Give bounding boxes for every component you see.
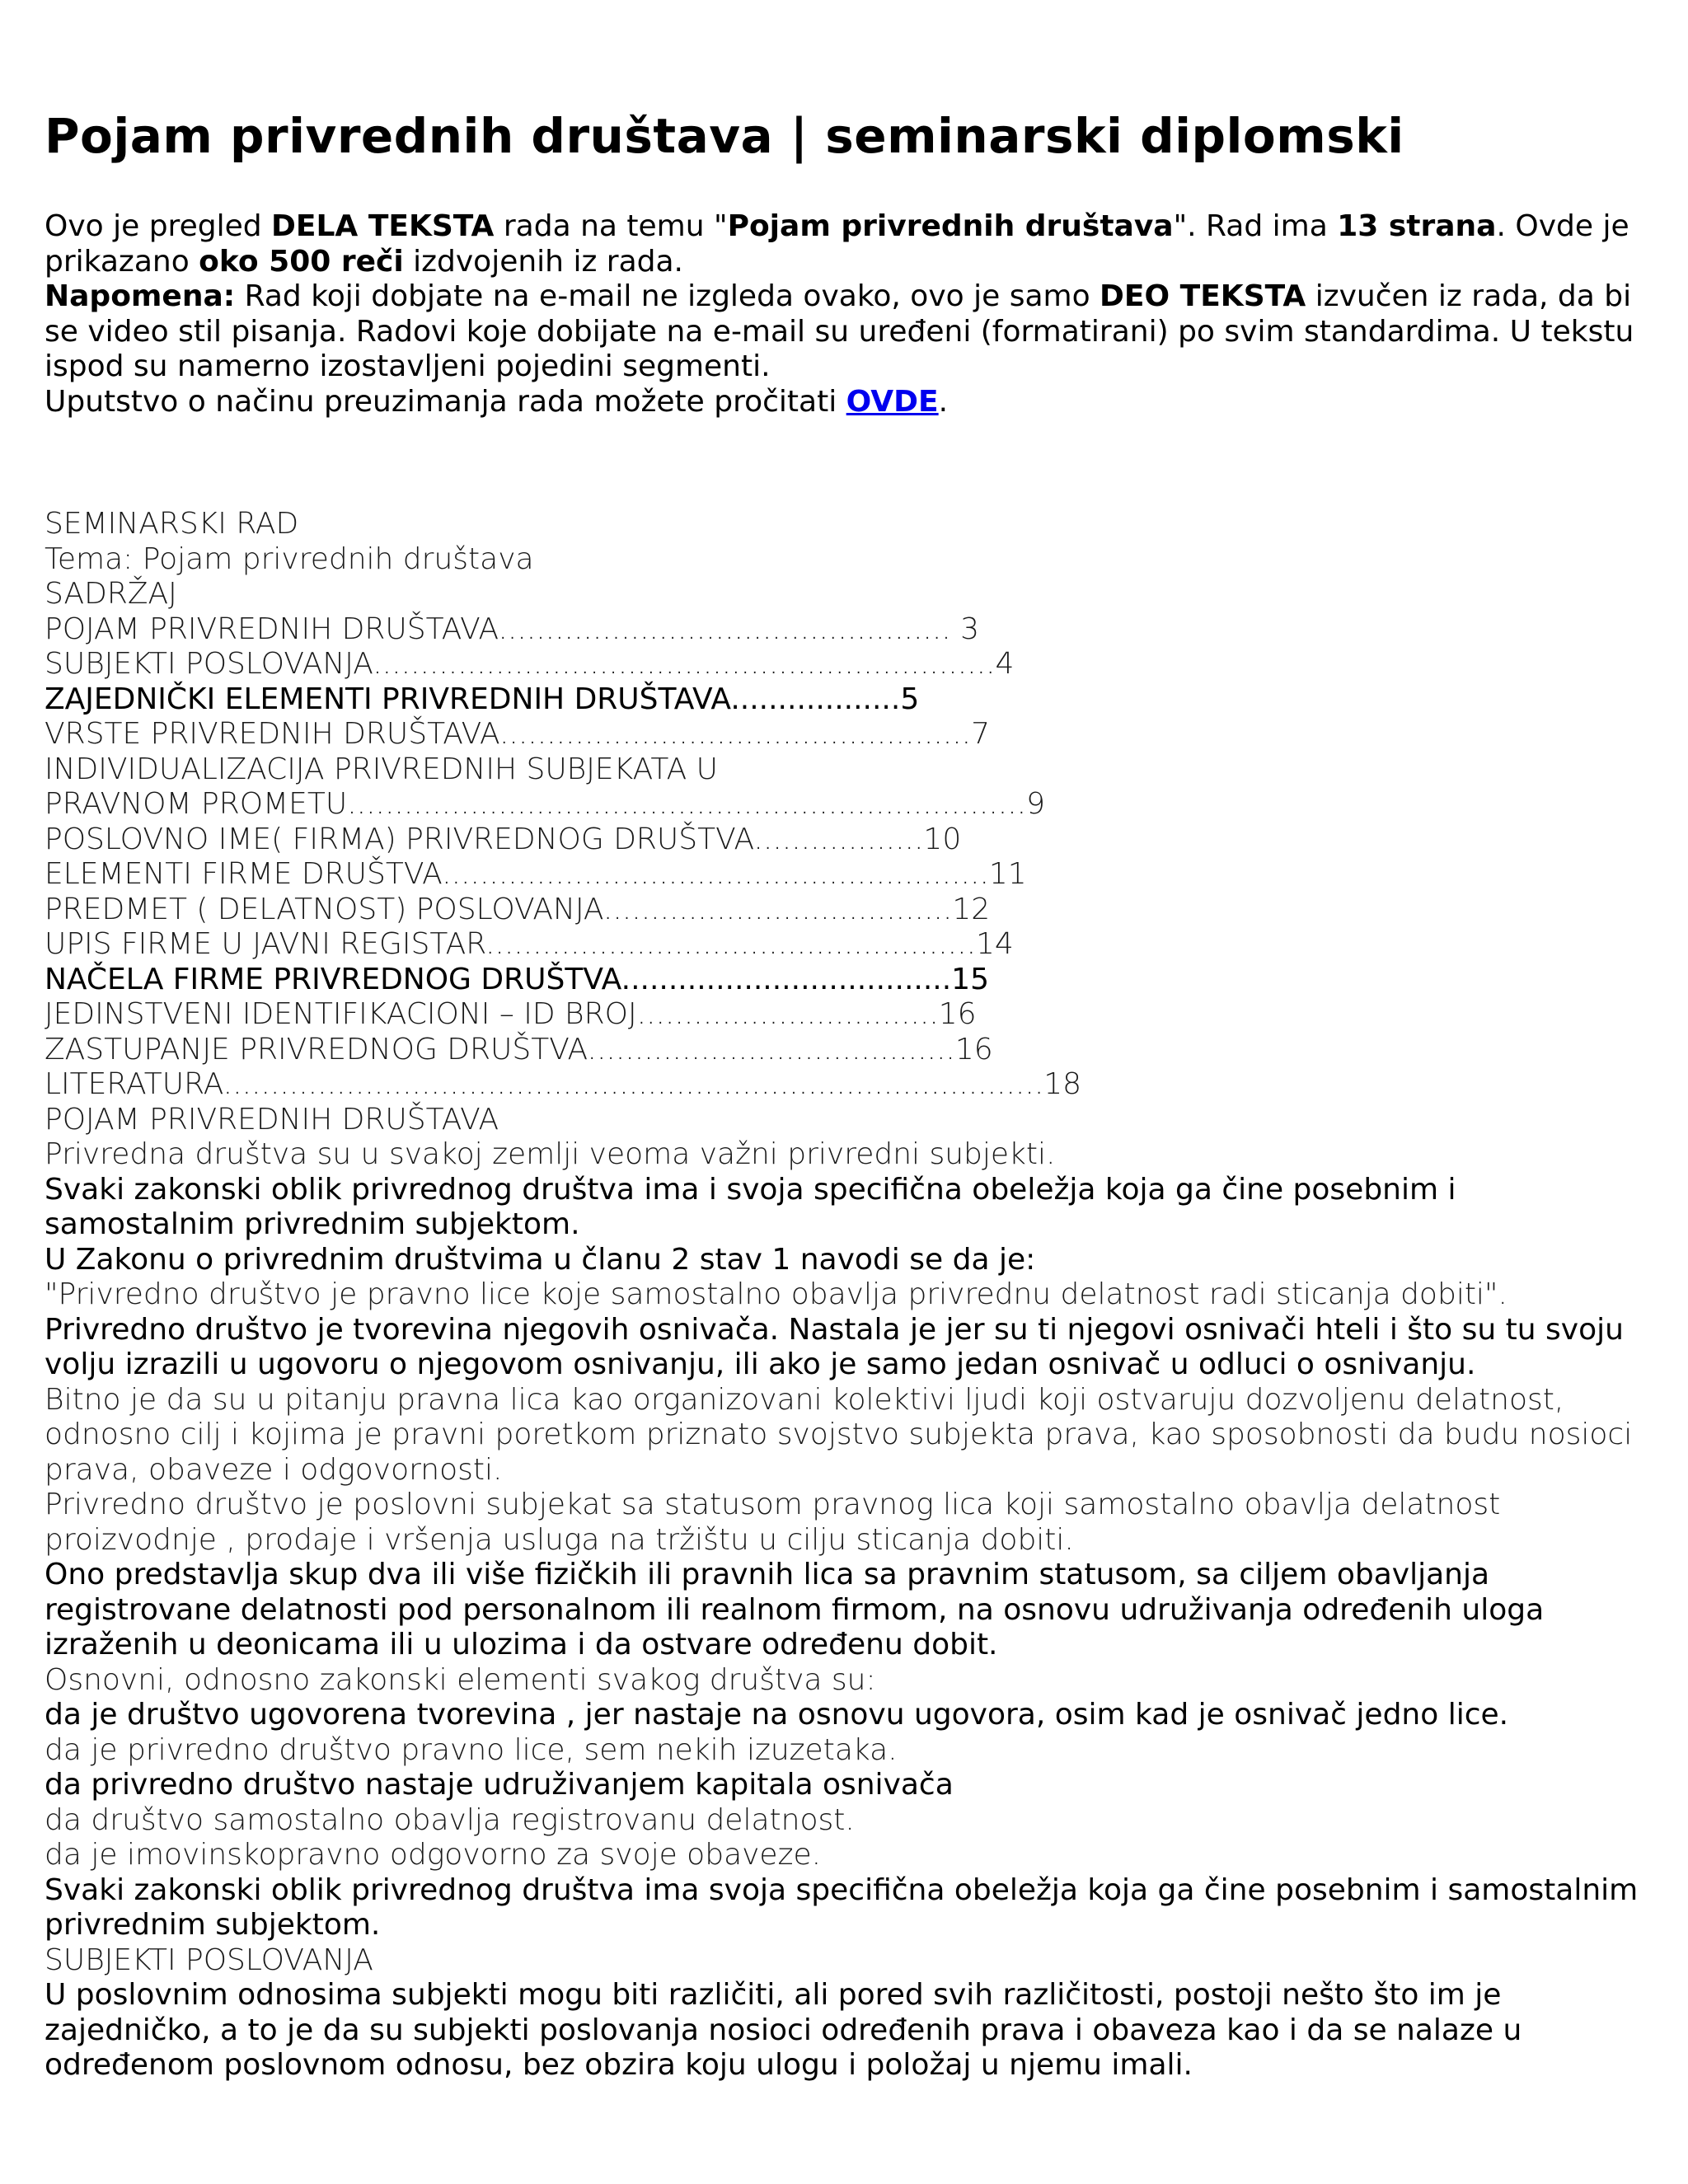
toc-entry: UPIS FIRME U JAVNI REGISTAR....................................................14 (45, 927, 1014, 961)
intro-overview (45, 209, 1655, 279)
instructions-link[interactable]: OVDE (846, 384, 939, 419)
document-body (45, 507, 1655, 2083)
paragraph: Osnovni, odnosno zakonski elementi svakog društva su: (45, 1662, 876, 1697)
toc-entry: ELEMENTI FIRME DRUŠTVA..........................................................11 (45, 857, 1027, 891)
toc-entry: POSLOVNO IME( FIRMA) PRIVREDNOG DRUŠTVA..................10 (45, 822, 962, 856)
intro-page-count: 13 strana (1337, 209, 1497, 243)
paragraph: Privredno društvo je poslovni subjekat sa statusom pravnog lica koji samostalno obavlja delatnost proizvodnje , prodaje i vršenja usluga na tržištu u cilju sticanja dobiti. (45, 1488, 1501, 1557)
paragraph: U poslovnim odnosima subjekti mogu biti različiti, ali pored svih različitosti, postoji nešto što im je zajedničko, a to je da su subjekti poslovanja nosioci određenih prava i obaveza kao i da se nalaze u određenom poslovnom odnosu, bez obzira koju ulogu i položaj u njemu imali. (45, 1978, 1522, 2082)
intro-text: . Ovde je prikazano (45, 209, 1629, 279)
paragraph: "Privredno društvo je pravno lice koje samostalno obavlja privrednu delatnost radi sticanja dobiti". (45, 1277, 1507, 1311)
paragraph: Privredna društva su u svakoj zemlji veoma važni privredni subjekti. (45, 1137, 1056, 1171)
intro-instructions (45, 385, 1655, 420)
toc-heading: SADRŽAJ (45, 577, 177, 611)
intro-text: ". Rad ima (1173, 209, 1338, 243)
intro-text: rada na temu " (494, 209, 728, 243)
list-item: da društvo samostalno obavlja registrovanu delatnost. (45, 1802, 855, 1837)
intro-block (45, 209, 1655, 419)
paragraph: Ono predstavlja skup dva ili više fizičkih ili pravnih lica sa pravnim statusom, sa ciljem obavljanja registrovane delatnosti pod personalnom ili realnom firmom, na osnovu udruživanja određenih uloga izraženih u deonicama ili u ulozima i da ostvare određenu dobit. (45, 1558, 1545, 1661)
intro-bold: DELA TEKSTA (271, 209, 495, 243)
toc-entry: PREDMET ( DELATNOST) POSLOVANJA.....................................12 (45, 892, 991, 926)
toc-entry: ZAJEDNIČKI ELEMENTI PRIVREDNIH DRUŠTAVA..................5 (45, 682, 920, 716)
note-bold: DEO TEKSTA (1100, 279, 1306, 313)
doc-label: SEMINARSKI RAD (45, 507, 299, 541)
intro-topic: Pojam privrednih društava (727, 209, 1174, 243)
intro-note (45, 279, 1655, 385)
paragraph: Privredno društvo je tvorevina njegovih osnivača. Nastala je jer su ti njegovi osnivači hteli i što su tu svoju volju izrazili u ugovoru o njegovom osnivanju, ili ako je samo jedan osnivač u odluci o osnivanju. (45, 1312, 1624, 1381)
list-item: da je privredno društvo pravno lice, sem nekih izuzetaka. (45, 1732, 898, 1767)
intro-text: izdvojenih iz rada. (403, 244, 683, 279)
toc-entry: SUBJEKTI POSLOVANJA..................................................................4 (45, 647, 1015, 681)
toc-entry: PRAVNOM PROMETU........................................................................9 (45, 787, 1046, 821)
section-heading: POJAM PRIVREDNIH DRUŠTAVA (45, 1102, 499, 1137)
intro-word-count: oko 500 reči (199, 244, 404, 279)
note-label: Napomena: (45, 279, 236, 313)
note-text: Rad koji dobjate na e-mail ne izgleda ovako, ovo je samo (235, 279, 1100, 313)
list-item: da je imovinskopravno odgovorno za svoje obaveze. (45, 1838, 822, 1872)
paragraph: Svaki zakonski oblik privrednog društva ima svoja specifična obeležja koja ga čine posebnim i samostalnim privrednim subjektom. (45, 1872, 1639, 1942)
toc-entry: LITERATURA.......................................................................................18 (45, 1067, 1082, 1101)
section-heading: SUBJEKTI POSLOVANJA (45, 1943, 373, 1977)
page-title: Pojam privrednih društava | seminarski diplomski (45, 108, 1404, 164)
toc-entry: JEDINSTVENI IDENTIFIKACIONI – ID BROJ................................16 (45, 997, 977, 1031)
instructions-text: Uputstvo o načinu preuzimanja rada možete pročitati (45, 384, 846, 419)
intro-text: Ovo je pregled (45, 209, 272, 243)
paragraph: U Zakonu o privrednim društvima u članu 2 stav 1 navodi se da je: (45, 1242, 1036, 1277)
list-item: da privredno društvo nastaje udruživanjem kapitala osnivača (45, 1768, 954, 1802)
note-text: izvučen iz rada, da bi se video stil pisanja. Radovi koje dobijate na e-mail su uređeni (formatirani) po svim standardima. U tekstu ispod su namerno izostavljeni pojedini segmenti. (45, 279, 1634, 383)
paragraph: Bitno je da su u pitanju pravna lica kao organizovani kolektivi ljudi koji ostvaruju dozvoljenu delatnost, odnosno cilj i kojima je pravni poretkom priznato svojstvo subjekta prava, kao sposobnosti da budu nosioci prava, obaveze i odgovornosti. (45, 1382, 1633, 1487)
doc-topic: Tema: Pojam privrednih društava (45, 541, 534, 576)
toc-entry: POJAM PRIVREDNIH DRUŠTAVA................................................ 3 (45, 612, 980, 646)
toc-entry: VRSTE PRIVREDNIH DRUŠTAVA..................................................7 (45, 717, 991, 751)
toc-entry: NAČELA FIRME PRIVREDNOG DRUŠTVA...................................15 (45, 962, 989, 996)
toc-entry: INDIVIDUALIZACIJA PRIVREDNIH SUBJEKATA U (45, 752, 719, 786)
instructions-text: . (938, 384, 949, 419)
toc-entry: ZASTUPANJE PRIVREDNOG DRUŠTVA.......................................16 (45, 1032, 993, 1066)
list-item: da je društvo ugovorena tvorevina , jer nastaje na osnovu ugovora, osim kad je osnivač jedno lice. (45, 1698, 1509, 1732)
paragraph: Svaki zakonski oblik privrednog društva ima i svoja specifična obeležja koja ga čine posebnim i samostalnim privrednim subjektom. (45, 1172, 1456, 1241)
